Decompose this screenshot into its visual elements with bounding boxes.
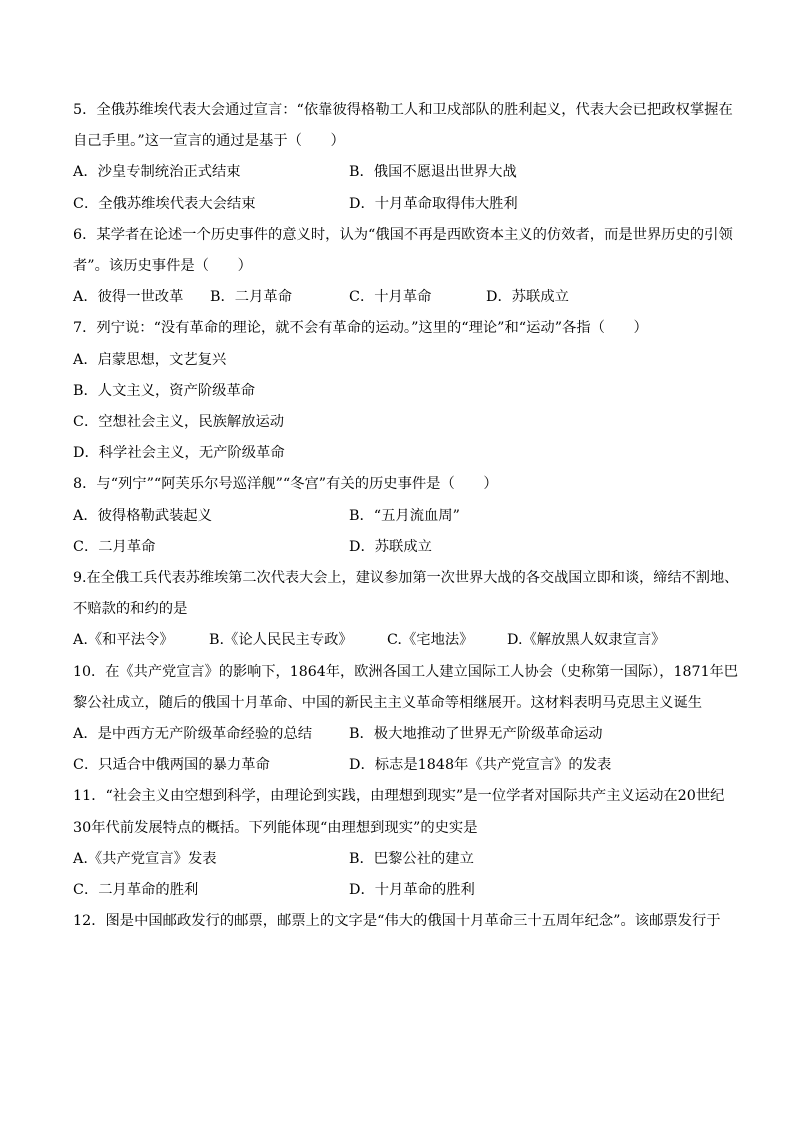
question-9-option-a[interactable]: A.《和平法令》 (73, 632, 174, 648)
question-10-option-c[interactable]: C．只适合中俄两国的暴力革命 (73, 757, 270, 773)
question-9-option-c[interactable]: C.《宅地法》 (387, 632, 474, 648)
question-5-option-a[interactable]: A．沙皇专制统治正式结束 (73, 164, 241, 180)
question-11-stem-line-1: 11．“社会主义由空想到科学，由理论到实践，由理想到现实”是一位学者对国际共产主义运动在20世纪 (73, 788, 725, 804)
question-8-option-b[interactable]: B．“五月流血周” (349, 508, 460, 524)
question-10-option-a[interactable]: A．是中西方无产阶级革命经验的总结 (73, 726, 313, 742)
question-5-option-d[interactable]: D．十月革命取得伟大胜利 (349, 196, 518, 212)
question-6-option-a[interactable]: A．彼得一世改革 (73, 289, 184, 305)
question-8-option-c[interactable]: C．二月革命 (73, 539, 156, 555)
question-6-option-b[interactable]: B．二月革命 (210, 289, 292, 305)
question-11-option-a[interactable]: A.《共产党宣言》发表 (73, 851, 217, 867)
question-9-stem-line-2: 不赔款的和约的是 (73, 601, 188, 617)
question-9-option-d[interactable]: D.《解放黑人奴隶宣言》 (507, 632, 666, 648)
question-8-option-d[interactable]: D．苏联成立 (349, 539, 432, 555)
question-10-stem-line-2: 黎公社成立，随后的俄国十月革命、中国的新民主主义革命等相继展开。这材料表明马克思主义诞生 (73, 695, 703, 711)
question-11-option-b[interactable]: B．巴黎公社的建立 (349, 851, 474, 867)
question-7-stem-line-1: 7．列宁说：“没有革命的理论，就不会有革命的运动。”这里的“理论”和“运动”各指（ ） (73, 320, 648, 336)
question-11-option-d[interactable]: D．十月革命的胜利 (349, 882, 475, 898)
question-7-option-c[interactable]: C．空想社会主义，民族解放运动 (73, 414, 285, 430)
question-9-stem-line-1: 9.在全俄工兵代表苏维埃第二次代表大会上，建议参加第一次世界大战的各交战国立即和谈，缔结不割地、 (73, 570, 739, 586)
question-11-stem-line-2: 30年代前发展特点的概括。下列能体现“由理想到现实”的史实是 (73, 820, 478, 836)
question-10-option-b[interactable]: B．极大地推动了世界无产阶级革命运动 (349, 726, 603, 742)
question-8-option-a[interactable]: A．彼得格勒武装起义 (73, 508, 212, 524)
question-5-option-b[interactable]: B．俄国不愿退出世界大战 (349, 164, 517, 180)
question-9-option-b[interactable]: B.《论人民民主专政》 (209, 632, 353, 648)
question-7-option-d[interactable]: D．科学社会主义，无产阶级革命 (73, 445, 285, 461)
question-6-stem-line-1: 6．某学者在论述一个历史事件的意义时，认为“俄国不再是西欧资本主义的仿效者，而是世界历史的引领 (73, 227, 733, 243)
question-10-stem-line-1: 10．在《共产党宣言》的影响下，1864年，欧洲各国工人建立国际工人协会（史称第一国际），1871年巴 (73, 664, 738, 680)
question-7-option-b[interactable]: B．人文主义，资产阶级革命 (73, 383, 256, 399)
question-6-option-d[interactable]: D．苏联成立 (486, 289, 569, 305)
question-6-stem-line-2: 者”。该历史事件是（ ） (73, 258, 252, 274)
question-7-option-a[interactable]: A．启蒙思想，文艺复兴 (73, 352, 227, 368)
question-5-option-c[interactable]: C．全俄苏维埃代表大会结束 (73, 196, 256, 212)
question-11-option-c[interactable]: C．二月革命的胜利 (73, 882, 199, 898)
question-10-option-d[interactable]: D．标志是1848年《共产党宣言》的发表 (349, 757, 612, 773)
question-12-stem-line-1: 12．图是中国邮政发行的邮票，邮票上的文字是“伟大的俄国十月革命三十五周年纪念”。该邮票发行于 (73, 913, 721, 929)
question-8-stem-line-1: 8．与“列宁”“阿芙乐尔号巡洋舰”“冬宫”有关的历史事件是（ ） (73, 476, 498, 492)
question-5-stem-line-1: 5．全俄苏维埃代表大会通过宣言：“依靠彼得格勒工人和卫戍部队的胜利起义，代表大会已把政权掌握在 (73, 102, 733, 118)
question-6-option-c[interactable]: C．十月革命 (349, 289, 432, 305)
question-5-stem-line-2: 自己手里。”这一宣言的通过是基于（ ） (73, 133, 345, 149)
